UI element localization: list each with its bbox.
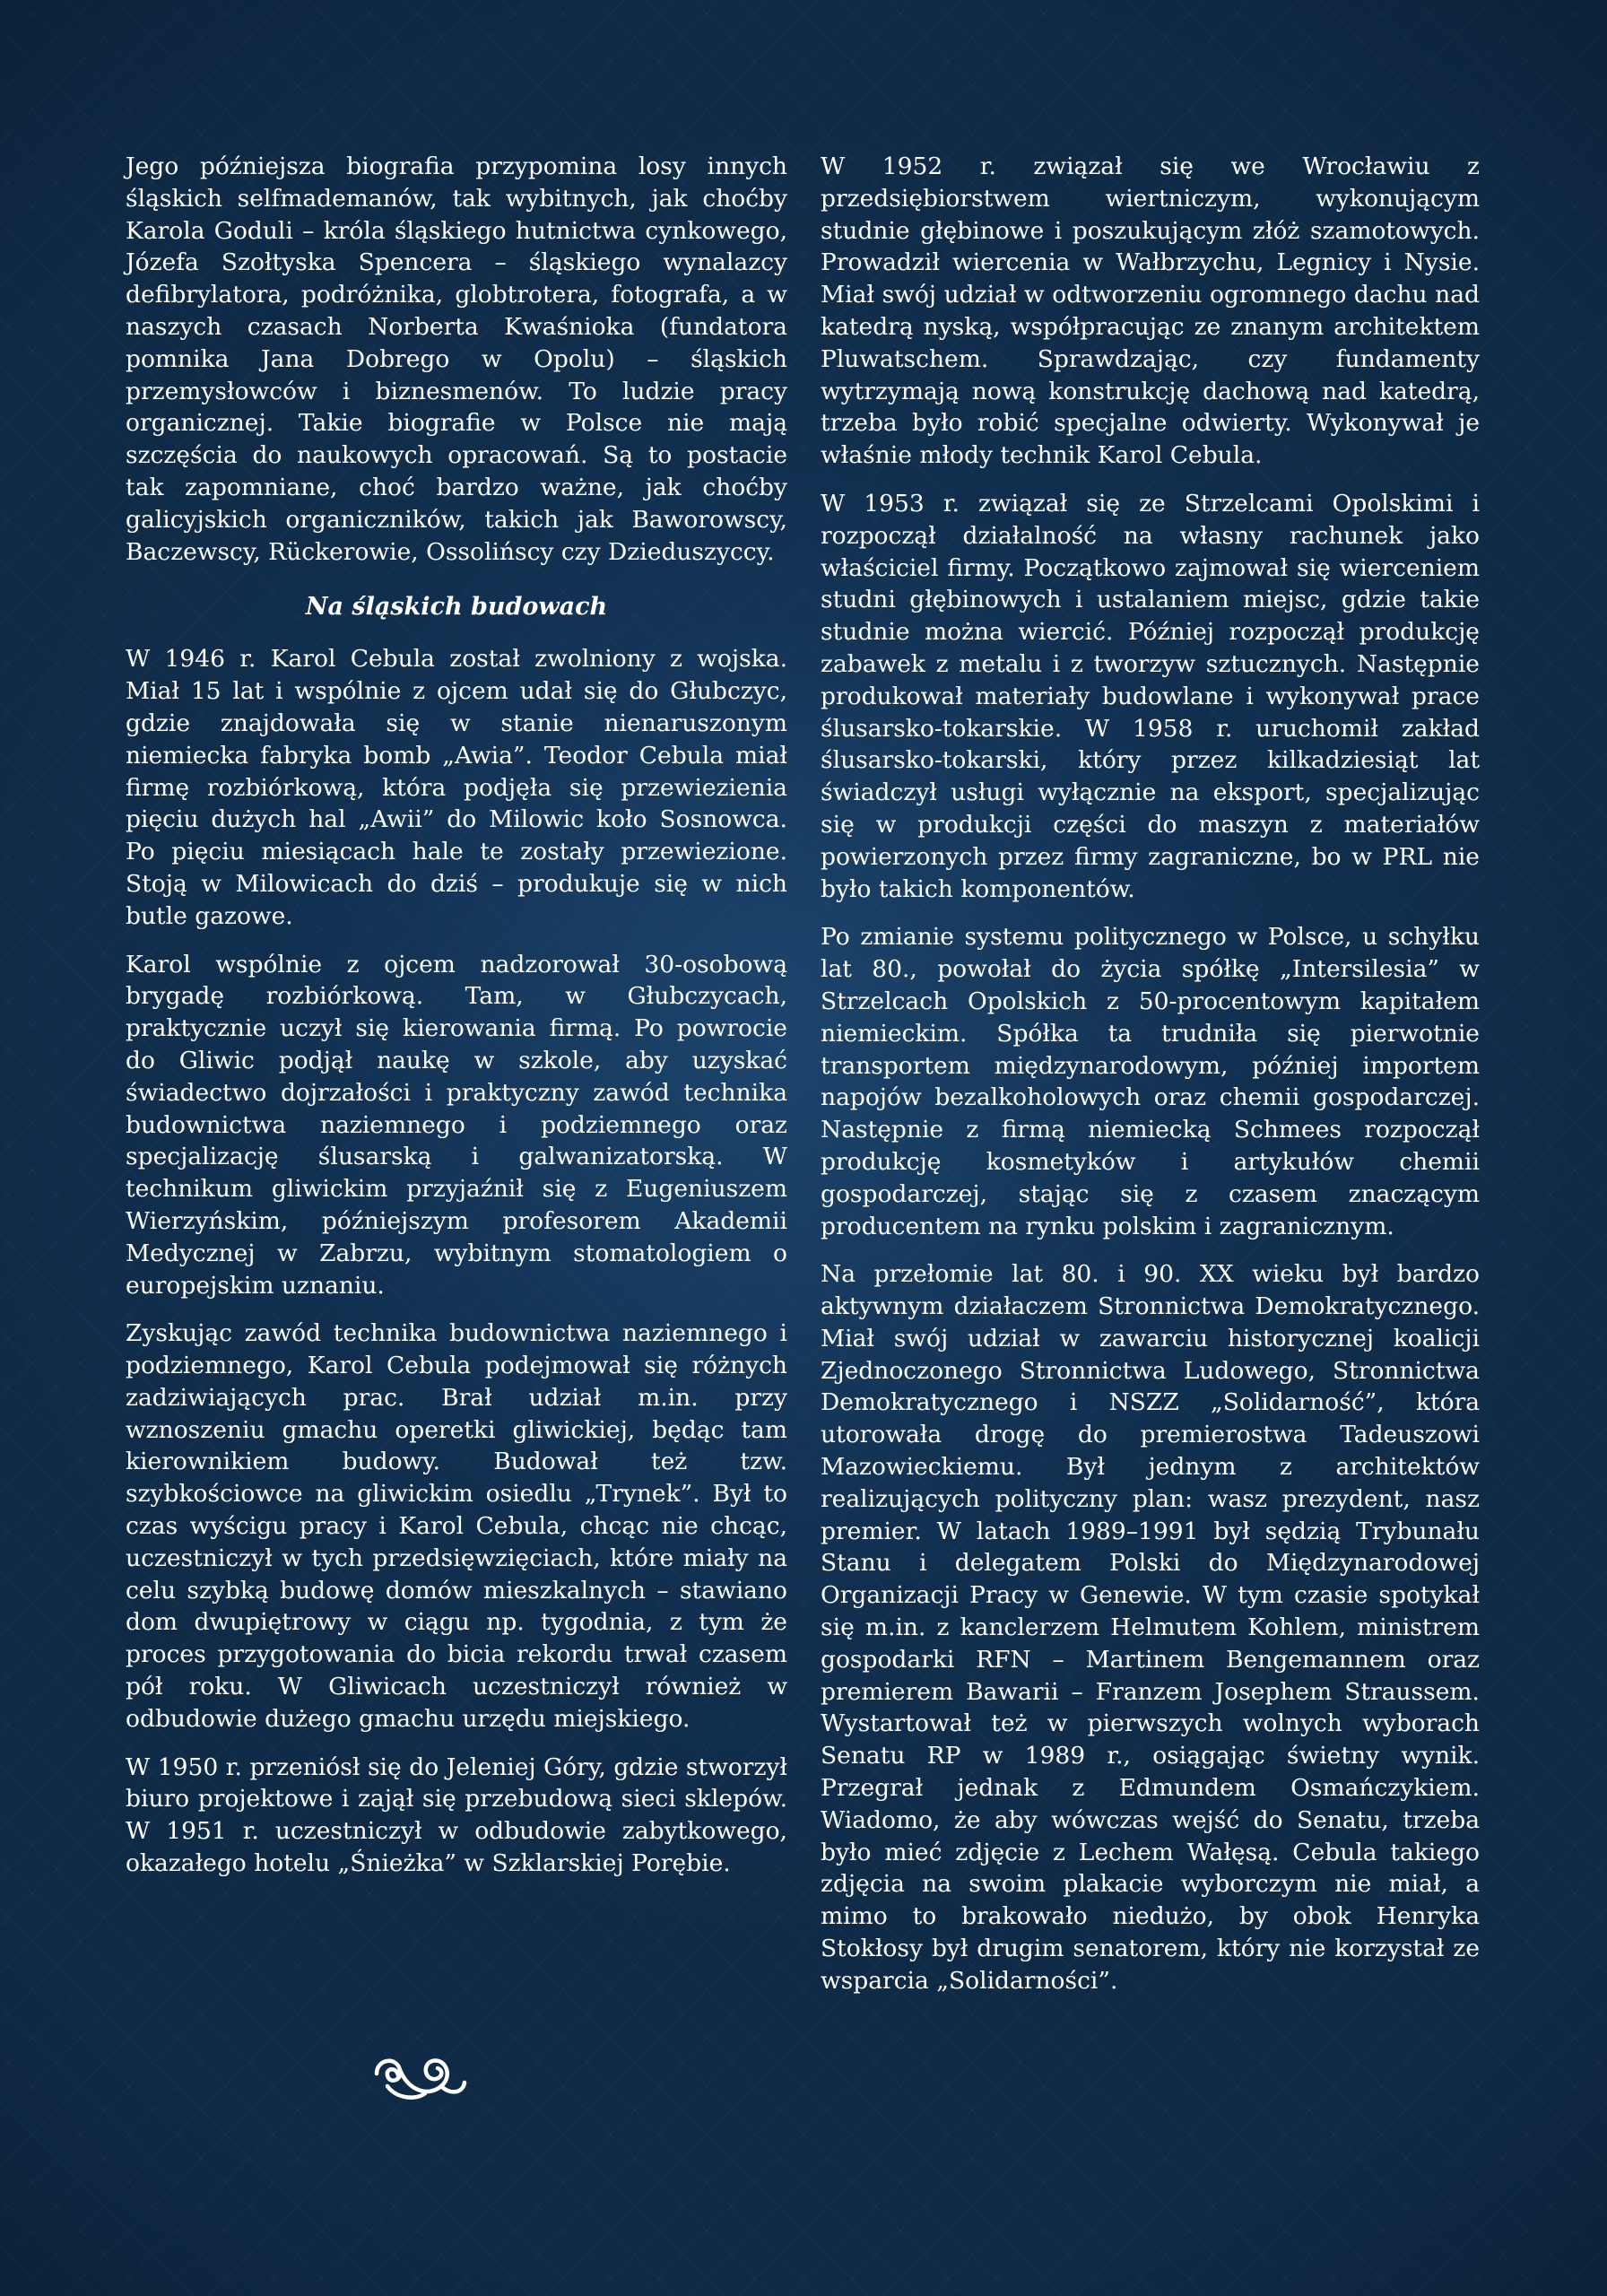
paragraph: W 1950 r. przeniósł się do Jeleniej Góry, gdzie stworzył biuro projektowe i zajął się przebudową sieci sklepów. W 1951 r. uczestniczył w odbudowie zabytkowego, okazałego hotelu „Śnieżka” w Szklarskiej Porębie. xyxy=(126,1752,787,1878)
paragraph: Na przełomie lat 80. i 90. XX wieku był bardzo aktywnym działaczem Stronnictwa Demokratycznego. Miał swój udział w zawarciu historycznej koalicji Zjednoczonego Stronnictwa Ludowego, Stronnictwa Demokratycznego i NSZZ „Solidarność”, która utorowała drogę do premierostwa Tadeuszowi Mazowieckiemu. Był jednym z architektów realizujących polityczny plan: wasz prezydent, nasz premier. W latach 1989–1991 był sędzią Trybunału Stanu i delegatem Polski do Międzynarodowej Organizacji Pracy w Genewie. W tym czasie spotykał się m.in. z kanclerzem Helmutem Kohlem, ministrem gospodarki RFN – Martinem Bengemannem oraz premierem Bawarii – Franzem Josephem Straussem. Wystartował też w pierwszych wolnych wyborach Senatu RP w 1989 r., osiągając świetny wynik. Przegrał jednak z Edmundem Osmańczykiem. Wiadomo, że aby wówczas wejść do Senatu, trzeba było mieć zdjęcie z Lechem Wałęsą. Cebula takiego zdjęcia na swoim plakacie wyborczym nie miał, a mimo to brakowało niedużo, by obok Henryka Stokłosy był drugim senatorem, który nie korzystał ze wsparcia „Solidarności”. xyxy=(821,1260,1480,1995)
paragraph: Po zmianie systemu politycznego w Polsce, u schyłku lat 80., powołał do życia spółkę „Intersilesia” w Strzelcach Opolskich z 50-procentowym kapitałem niemieckim. Spółka ta trudniła się pierwotnie transportem międzynarodowym, później importem napojów bezalkoholowych oraz chemii gospodarczej. Następnie z firmą niemiecką Schmees rozpoczął produkcję kosmetyków i artykułów chemii gospodarczej, stając się z czasem znaczącym producentem na rynku polskim i zagranicznym. xyxy=(821,923,1480,1240)
paragraph: W 1946 r. Karol Cebula został zwolniony z wojska. Miał 15 lat i wspólnie z ojcem udał się do Głubczyc, gdzie znajdowała się w stanie nienaruszonym niemiecka fabryka bomb „Awia”. Teodor Cebula miał firmę rozbiórkową, która podjęła się przewiezienia pięciu dużych hal „Awii” do Milowic koło Sosnowca. Po pięciu miesiącach hale te zostały przewiezione. Stoją w Milowicach do dziś – produkuje się w nich butle gazowe. xyxy=(126,645,787,930)
paragraph: Karol wspólnie z ojcem nadzorował 30-osobową brygadę rozbiórkową. Tam, w Głubczycach, praktycznie uczył się kierowania firmą. Po powrocie do Gliwic podjął naukę w szkole, aby uzyskać świadectwo dojrzałości i praktyczny zawód technika budownictwa naziemnego i podziemnego oraz specjalizację ślusarską i galwanizatorską. W technikum gliwickim przyjaźnił się z Eugeniuszem Wierzyńskim, późniejszym profesorem Akademii Medycznej w Zabrzu, wybitnym stomatologiem o europejskim uznaniu. xyxy=(126,950,787,1300)
paragraph: Jego późniejsza biografia przypomina losy innych śląskich selfmademanów, tak wybitnych, jak choćby Karola Goduli – króla śląskiego hutnictwa cynkowego, Józefa Szołtyska Spencera – śląskiego wynalazcy defibrylatora, podróżnika, globtrotera, fotografa, a w naszych czasach Norberta Kwaśnioka (fundatora pomnika Jana Dobrego w Opolu) – śląskich przemysłowców i biznesmenów. To ludzie pracy organicznej. Takie biografie w Polsce nie mają szczęścia do naukowych opracowań. Są to postacie tak zapomniane, choć bardzo ważne, jak choćby galicyjskich organiczników, takich jak Baworowscy, Baczewscy, Rückerowie, Ossolińscy czy Dzieduszyccy. xyxy=(126,152,787,566)
paragraph: W 1952 r. związał się we Wrocławiu z przedsiębiorstwem wiertniczym, wykonującym studnie głębinowe i poszukującym złóż szamotowych. Prowadził wiercenia w Wałbrzychu, Legnicy i Nysie. Miał swój udział w odtworzeniu ogromnego dachu nad katedrą nyską, współpracując ze znanym architektem Pluwatschem. Sprawdzając, czy fundamenty wytrzymają nową konstrukcję dachową nad katedrą, trzeba było robić specjalne odwierty. Wykonywał je właśnie młody technik Karol Cebula. xyxy=(821,152,1480,470)
section-heading: Na śląskich budowach xyxy=(305,593,608,622)
left-column xyxy=(126,151,787,1896)
paragraph: Zyskując zawód technika budownictwa naziemnego i podziemnego, Karol Cebula podejmował się różnych zadziwiających prac. Brał udział m.in. przy wznoszeniu gmachu operetki gliwickiej, będąc tam kierownikiem budowy. Budował też tzw. szybkościowce na gliwickim osiedlu „Trynek”. Był to czas wyścigu pracy i Karol Cebula, chcąc nie chcąc, uczestniczył w tych przedsięwzięciach, które miały na celu szybką budowę domów mieszkalnych – stawiano dom dwupiętrowy w ciągu np. tygodnia, z tym że proces przygotowania do bicia rekordu trwał czasem pół roku. W Gliwicach uczestniczył również w odbudowie dużego gmachu urzędu miejskiego. xyxy=(126,1319,787,1733)
paragraph: W 1953 r. związał się ze Strzelcami Opolskimi i rozpoczął działalność na własny rachunek jako właściciel firmy. Początkowo zajmował się wierceniem studni głębinowych i ustalaniem miejsc, gdzie takie studnie można wiercić. Później rozpoczął produkcję zabawek z metalu i z tworzyw sztucznych. Następnie produkował materiały budowlane i wykonywał prace ślusarsko-tokarskie. W 1958 r. uruchomił zakład ślusarsko-tokarski, który przez kilkadziesiąt lat świadczył usługi wyłącznie na eksport, specjalizując się w produkcji części do maszyn z materiałów powierzonych przez firmy zagraniczne, bo w PRL nie było takich komponentów. xyxy=(821,489,1480,903)
right-column xyxy=(821,151,1480,2013)
flourish-ornament-icon xyxy=(369,2047,470,2106)
